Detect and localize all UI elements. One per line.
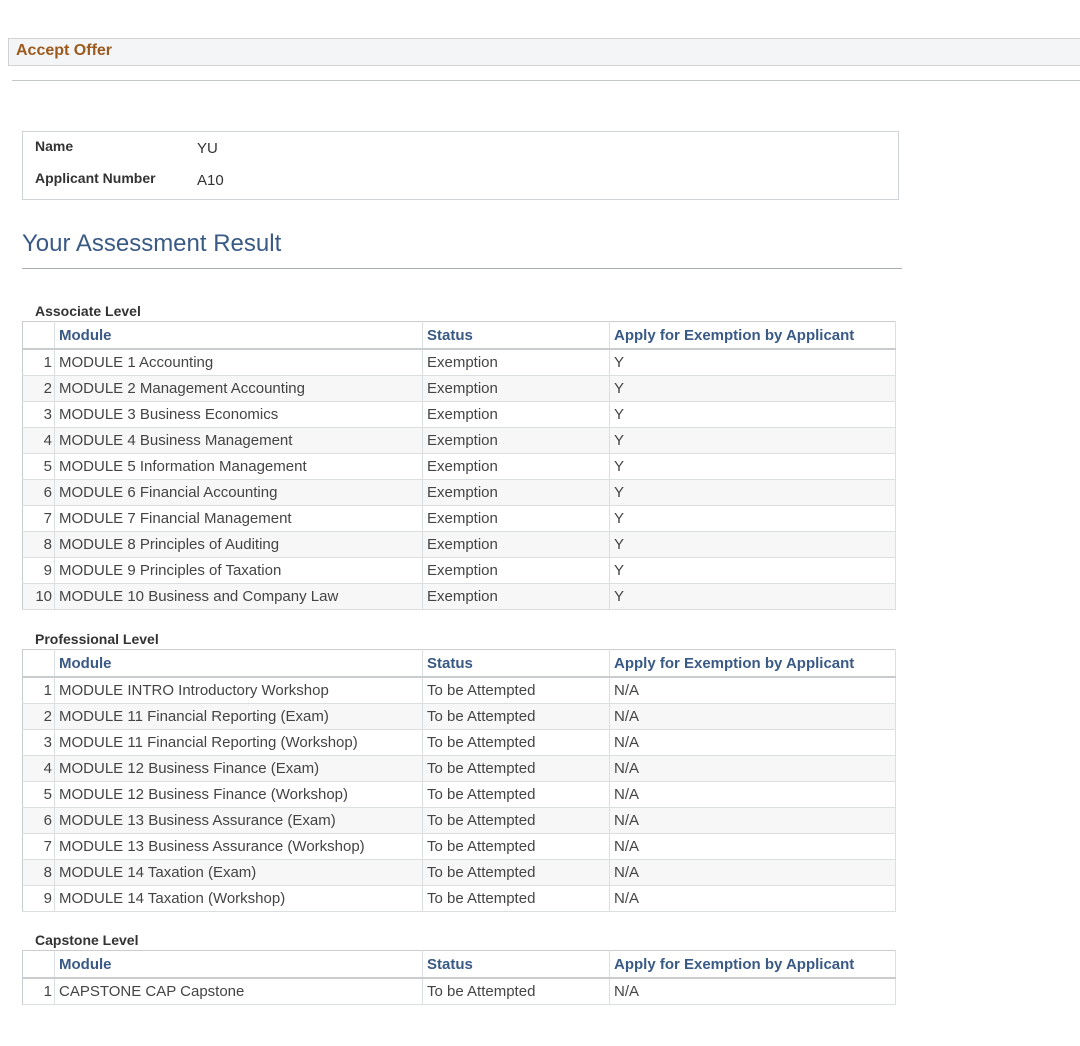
row-number-header — [23, 951, 55, 979]
exemption-column-header: Apply for Exemption by Applicant — [610, 322, 896, 350]
status-cell: To be Attempted — [423, 886, 610, 912]
status-cell: Exemption — [423, 558, 610, 584]
status-cell: Exemption — [423, 428, 610, 454]
professional-level-rows — [23, 677, 896, 912]
table-header-row — [23, 322, 896, 350]
status-cell: Exemption — [423, 349, 610, 376]
row-number: 3 — [23, 730, 55, 756]
status-cell: Exemption — [423, 506, 610, 532]
table-row — [23, 677, 896, 704]
table-row — [23, 886, 896, 912]
status-cell: Exemption — [423, 532, 610, 558]
table-row — [23, 558, 896, 584]
row-number: 8 — [23, 532, 55, 558]
table-row — [23, 584, 896, 610]
module-cell: MODULE 14 Taxation (Workshop) — [55, 886, 423, 912]
row-number: 7 — [23, 506, 55, 532]
capstone-level-table — [22, 950, 896, 1005]
exemption-cell: N/A — [610, 808, 896, 834]
capstone-level-rows — [23, 978, 896, 1005]
exemption-column-header: Apply for Exemption by Applicant — [610, 650, 896, 678]
module-cell: MODULE 11 Financial Reporting (Exam) — [55, 704, 423, 730]
module-cell: MODULE 5 Information Management — [55, 454, 423, 480]
table-row — [23, 402, 896, 428]
table-row — [23, 730, 896, 756]
module-column-header: Module — [55, 322, 423, 350]
exemption-cell: N/A — [610, 756, 896, 782]
associate-level-rows — [23, 349, 896, 610]
table-row — [23, 756, 896, 782]
row-number: 4 — [23, 756, 55, 782]
module-cell: CAPSTONE CAP Capstone — [55, 978, 423, 1005]
table-row — [23, 834, 896, 860]
row-number: 9 — [23, 558, 55, 584]
exemption-cell: N/A — [610, 978, 896, 1005]
module-cell: MODULE 12 Business Finance (Exam) — [55, 756, 423, 782]
status-cell: Exemption — [423, 480, 610, 506]
module-cell: MODULE 6 Financial Accounting — [55, 480, 423, 506]
status-column-header: Status — [423, 322, 610, 350]
row-number: 2 — [23, 704, 55, 730]
table-row — [23, 454, 896, 480]
row-number: 5 — [23, 454, 55, 480]
module-cell: MODULE 14 Taxation (Exam) — [55, 860, 423, 886]
exemption-cell: Y — [610, 532, 896, 558]
row-number: 1 — [23, 677, 55, 704]
header-divider — [12, 80, 1080, 81]
associate-level-table — [22, 321, 896, 610]
exemption-cell: Y — [610, 480, 896, 506]
exemption-cell: Y — [610, 506, 896, 532]
module-column-header: Module — [55, 951, 423, 979]
applicant-info-box — [22, 131, 899, 200]
module-cell: MODULE 2 Management Accounting — [55, 376, 423, 402]
status-cell: To be Attempted — [423, 834, 610, 860]
row-number: 1 — [23, 978, 55, 1005]
row-number: 1 — [23, 349, 55, 376]
module-cell: MODULE 11 Financial Reporting (Workshop) — [55, 730, 423, 756]
status-cell: Exemption — [423, 584, 610, 610]
associate-level-caption: Associate Level — [35, 303, 141, 319]
status-cell: To be Attempted — [423, 860, 610, 886]
status-cell: To be Attempted — [423, 978, 610, 1005]
row-number: 8 — [23, 860, 55, 886]
row-number-header — [23, 650, 55, 678]
name-value: YU — [197, 140, 218, 157]
exemption-cell: Y — [610, 454, 896, 480]
table-row — [23, 480, 896, 506]
section-divider — [22, 268, 902, 269]
status-cell: Exemption — [423, 402, 610, 428]
module-cell: MODULE 12 Business Finance (Workshop) — [55, 782, 423, 808]
page-title: Accept Offer — [16, 42, 113, 59]
exemption-cell: N/A — [610, 704, 896, 730]
module-cell: MODULE 13 Business Assurance (Workshop) — [55, 834, 423, 860]
status-cell: To be Attempted — [423, 756, 610, 782]
exemption-cell: Y — [610, 349, 896, 376]
status-cell: Exemption — [423, 454, 610, 480]
module-cell: MODULE 8 Principles of Auditing — [55, 532, 423, 558]
table-row — [23, 860, 896, 886]
table-row — [23, 782, 896, 808]
module-cell: MODULE 3 Business Economics — [55, 402, 423, 428]
module-cell: MODULE 13 Business Assurance (Exam) — [55, 808, 423, 834]
table-row — [23, 978, 896, 1005]
applicant-number-label: Applicant Number — [35, 170, 156, 186]
table-header-row — [23, 650, 896, 678]
table-row — [23, 506, 896, 532]
module-cell: MODULE 7 Financial Management — [55, 506, 423, 532]
row-number: 3 — [23, 402, 55, 428]
table-row — [23, 704, 896, 730]
exemption-cell: N/A — [610, 782, 896, 808]
exemption-cell: Y — [610, 376, 896, 402]
status-cell: To be Attempted — [423, 677, 610, 704]
status-cell: To be Attempted — [423, 808, 610, 834]
row-number: 7 — [23, 834, 55, 860]
status-cell: To be Attempted — [423, 782, 610, 808]
status-column-header: Status — [423, 650, 610, 678]
table-row — [23, 808, 896, 834]
applicant-number-value: A10 — [197, 172, 224, 189]
exemption-cell: Y — [610, 428, 896, 454]
page-header — [8, 38, 1080, 66]
name-label: Name — [35, 138, 74, 154]
assessment-result-heading: Your Assessment Result — [22, 230, 282, 257]
status-cell: To be Attempted — [423, 704, 610, 730]
table-row — [23, 428, 896, 454]
row-number: 6 — [23, 808, 55, 834]
capstone-level-caption: Capstone Level — [35, 932, 139, 948]
table-row — [23, 349, 896, 376]
professional-level-caption: Professional Level — [35, 631, 159, 647]
exemption-cell: Y — [610, 558, 896, 584]
professional-level-table — [22, 649, 896, 912]
row-number: 5 — [23, 782, 55, 808]
row-number: 2 — [23, 376, 55, 402]
exemption-cell: Y — [610, 584, 896, 610]
table-header-row — [23, 951, 896, 979]
module-cell: MODULE INTRO Introductory Workshop — [55, 677, 423, 704]
table-row — [23, 376, 896, 402]
row-number: 6 — [23, 480, 55, 506]
module-cell: MODULE 9 Principles of Taxation — [55, 558, 423, 584]
module-column-header: Module — [55, 650, 423, 678]
status-cell: Exemption — [423, 376, 610, 402]
exemption-column-header: Apply for Exemption by Applicant — [610, 951, 896, 979]
row-number: 4 — [23, 428, 55, 454]
exemption-cell: N/A — [610, 677, 896, 704]
exemption-cell: N/A — [610, 730, 896, 756]
row-number: 10 — [23, 584, 55, 610]
module-cell: MODULE 1 Accounting — [55, 349, 423, 376]
exemption-cell: Y — [610, 402, 896, 428]
row-number-header — [23, 322, 55, 350]
module-cell: MODULE 4 Business Management — [55, 428, 423, 454]
status-cell: To be Attempted — [423, 730, 610, 756]
status-column-header: Status — [423, 951, 610, 979]
table-row — [23, 532, 896, 558]
exemption-cell: N/A — [610, 886, 896, 912]
module-cell: MODULE 10 Business and Company Law — [55, 584, 423, 610]
exemption-cell: N/A — [610, 860, 896, 886]
row-number: 9 — [23, 886, 55, 912]
exemption-cell: N/A — [610, 834, 896, 860]
